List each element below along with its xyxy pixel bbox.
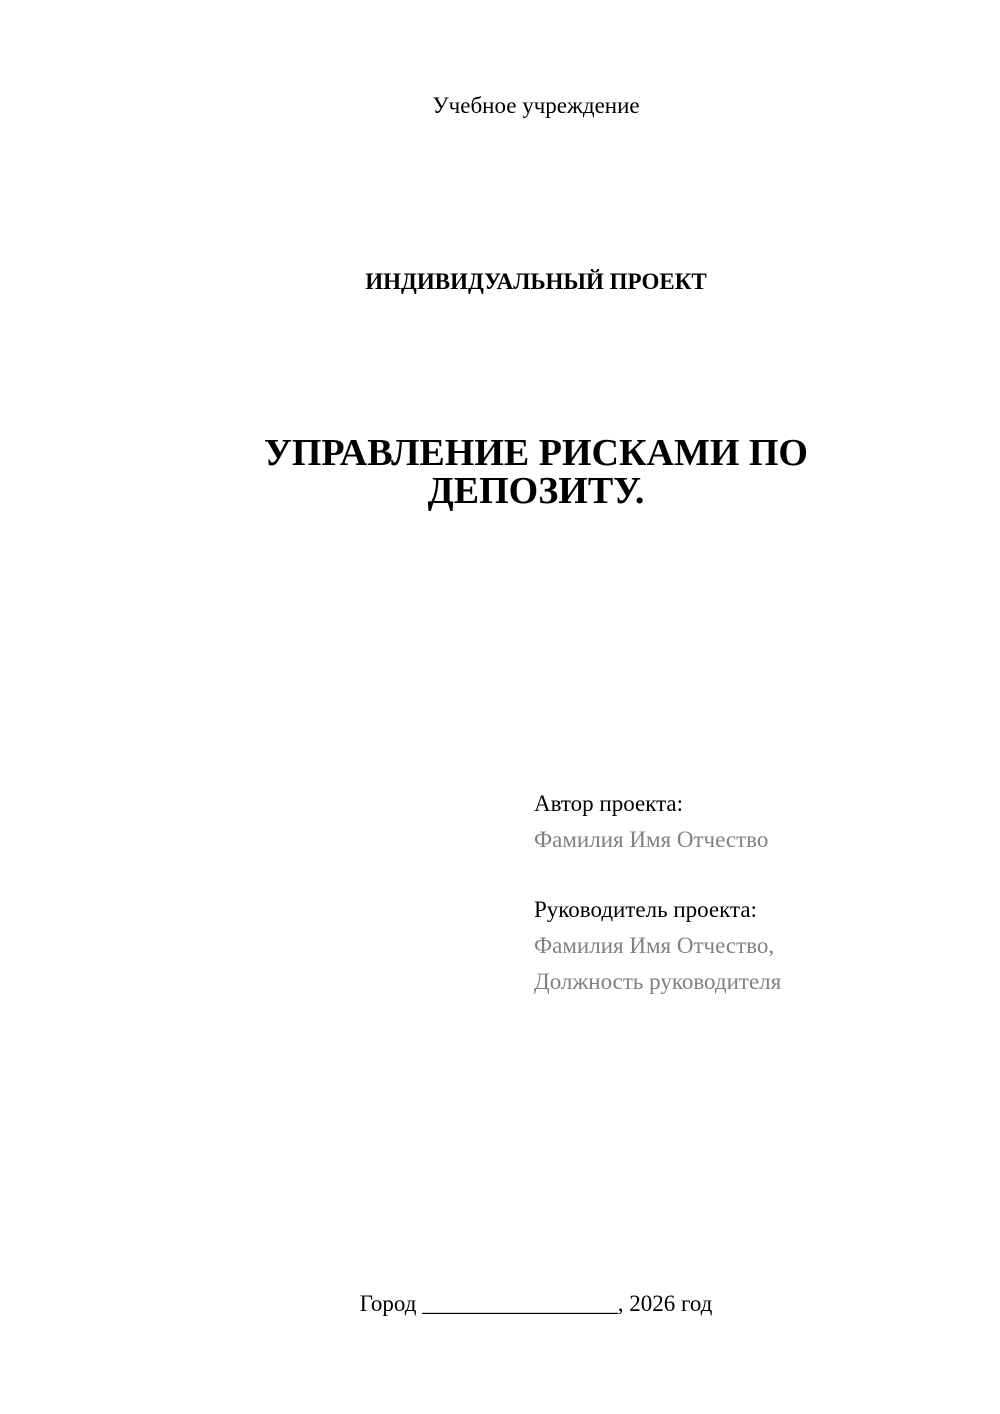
project-title-line-1: УПРАВЛЕНИЕ РИСКАМИ ПО — [263, 432, 808, 474]
city-year-line: Город _________________, 2026 год — [359, 1291, 713, 1316]
author-block — [534, 786, 934, 858]
author-label: Автор проекта: — [534, 791, 683, 816]
project-title-line-2: ДЕПОЗИТУ. — [427, 470, 645, 512]
document-type: ИНДИВИДУАЛЬНЫЙ ПРОЕКТ — [365, 269, 707, 294]
project-title — [0, 434, 1000, 510]
institution-name: Учебное учреждение — [432, 93, 640, 118]
supervisor-label: Руководитель проекта: — [534, 897, 757, 922]
supervisor-block — [534, 892, 934, 1000]
supervisor-name: Фамилия Имя Отчество, — [534, 933, 775, 958]
supervisor-position: Должность руководителя — [534, 969, 782, 994]
author-name: Фамилия Имя Отчество — [534, 827, 769, 852]
